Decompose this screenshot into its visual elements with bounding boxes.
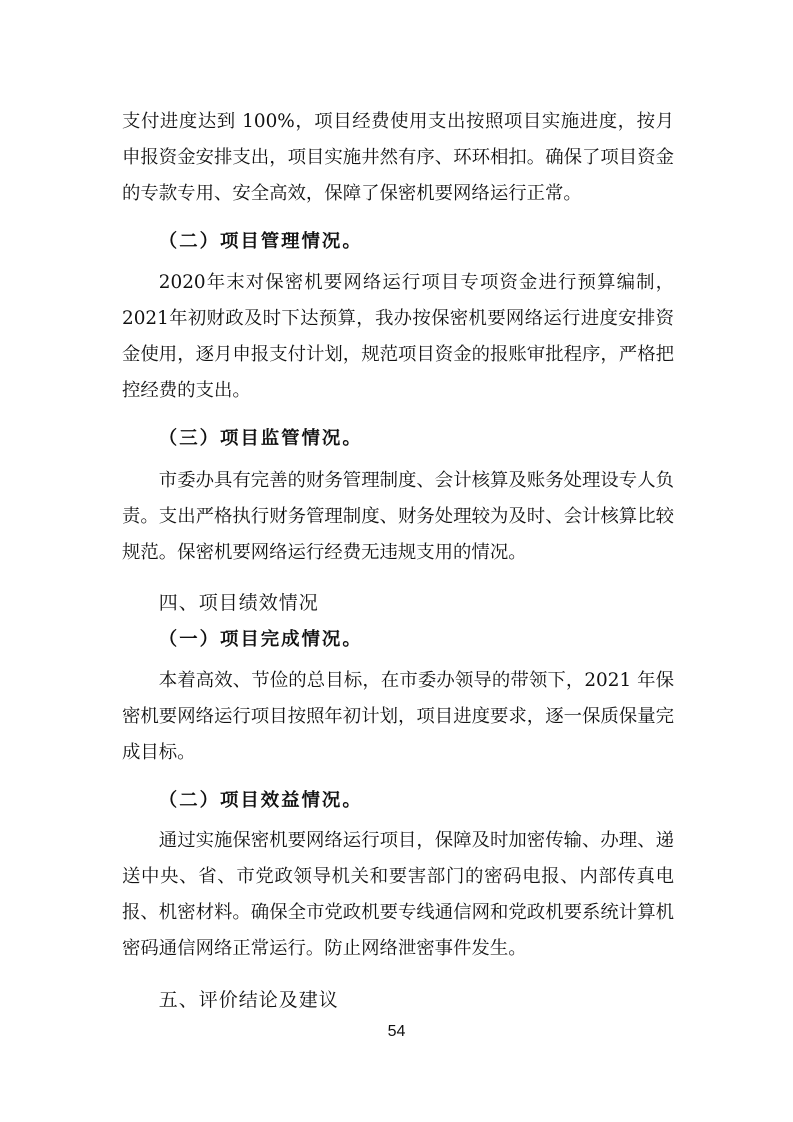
paragraph-project-supervision: 市委办具有完善的财务管理制度、会计核算及账务处理设专人负责。支出严格执行财务管理制度、财务处理较为及时、会计核算比较规范。保密机要网络运行经费无违规支用的情况。 [122,470,674,563]
section-heading-performance: 四、项目绩效情况 [158,592,319,614]
paragraph-project-completion: 本着高效、节俭的总目标，在市委办领导的带领下，2021 年保密机要网络运行项目按照年初计划，项目进度要求，逐一保质保量完成目标。 [122,670,674,763]
paragraph-project-management: 2020年末对保密机要网络运行项目专项资金进行预算编制，2021年初财政及时下达预算，我办按保密机要网络运行进度安排资金使用，逐月申报支付计划，规范项目资金的报账审批程序，严格把控经费的支出。 [122,272,674,401]
subheading-project-completion: （一）项目完成情况。 [158,629,363,650]
section-heading-conclusion: 五、评价结论及建议 [158,989,339,1011]
subheading-project-management: （二）项目管理情况。 [158,231,363,252]
page-number: 54 [387,1023,406,1040]
subheading-project-benefits: （二）项目效益情况。 [158,790,363,811]
paragraph-fund-progress: 支付进度达到 100%，项目经费使用支出按照项目实施进度，按月申报资金安排支出，项目实施井然有序、环环相扣。确保了项目资金的专款专用、安全高效，保障了保密机要网络运行正常。 [122,111,674,204]
subheading-project-supervision: （三）项目监管情况。 [158,428,363,449]
paragraph-project-benefits: 通过实施保密机要网络运行项目，保障及时加密传输、办理、递送中央、省、市党政领导机关和要害部门的密码电报、内部传真电报、机密材料。确保全市党政机要专线通信网和党政机要系统计算机密码通信网络正常运行。防止网络泄密事件发生。 [122,830,674,959]
